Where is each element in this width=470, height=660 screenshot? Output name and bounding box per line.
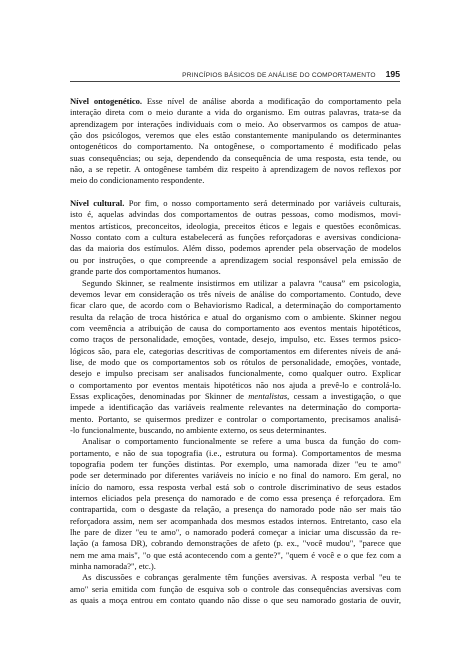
text-line: Essas explicações, denominadas por Skinner de mentalistas, cessam a investigação, o que — [70, 390, 401, 401]
text-line: não, a se repetir. A ontogênese também diz respeito à aprendizagem de novos reflexos por — [70, 164, 401, 175]
text-line: lação (a famosa DR), cobrando demonstrações de afeto (p. ex., "você mudou", "parece que — [70, 538, 401, 549]
body-text — [70, 96, 401, 606]
text-line: o comportamento por eventos mentais hipotéticos não nos ajuda a prevê-lo e controlá-lo. — [70, 379, 401, 390]
text-line: as quais a moça entrou em contato quando não disse o que seu namorado gostaria de ouvir, — [70, 595, 401, 606]
text-line: grande parte dos comportamentos humanos. — [70, 266, 221, 277]
text-line: mentos artísticos, preconceitos, ideologia, preceitos éticos e legais e questões econômicas. — [70, 220, 401, 231]
paragraph-skinner — [70, 278, 401, 437]
text-line: topografia podem ter funções distintas. Por exemplo, uma namorada dizer "eu te amo" — [70, 459, 401, 469]
text-line: ontogenéticos do comportamento. Na ontogênese, o comportamento é modificado pelas — [70, 141, 401, 152]
header-rule — [70, 81, 400, 82]
paragraph-functional-analysis — [70, 436, 401, 572]
text-line: contrapartida, com o desgaste da relação, a presença do namorado pode não ser mais tão — [70, 504, 401, 515]
term-cultural: Nível cultural. — [70, 198, 125, 209]
paragraph-gap — [70, 187, 401, 198]
text-line: As discussões e cobranças geralmente têm funções aversivas. A resposta verbal "eu te — [82, 572, 401, 583]
text-line: ção dos psicólogos, veremos que eles estão constantemente manipulando os determinantes — [70, 130, 401, 141]
text-line: mento. Portanto, se quisermos predizer e controlar o comportamento, precisamos analisá- — [70, 413, 401, 424]
text-line: Nosso contato com a cultura estabelecerá as funções reforçadoras e aversivas condiciona- — [70, 232, 401, 243]
paragraph-cultural — [70, 198, 401, 277]
paragraph-aversive — [70, 572, 401, 606]
running-head: PRINCÍPIOS BÁSICOS DE ANÁLISE DO COMPORTAMENTO — [182, 72, 376, 79]
text-line: -lo funcionalmente, buscando, no ambiente externo, os seus determinantes. — [70, 424, 327, 435]
text-line: Segundo Skinner, se realmente insistirmos em utilizar a palavra “causa” em psicologia, — [82, 277, 401, 288]
text-line: início do namoro, essa resposta verbal está sob o controle discriminativo de seus estados — [70, 481, 401, 492]
text-line: ficar claro que, de acordo com o Behaviorismo Radical, a determinação do comportamento — [70, 300, 401, 311]
text-line: aprendizagem por interações individuais com o meio. Ao observarmos os campos de atua- — [70, 118, 401, 129]
text-line: lhe pare de dizer "eu te amo", o namorado poderá começar a iniciar uma discussão da re- — [70, 527, 401, 538]
term-mentalistas: mentalistas — [248, 390, 288, 401]
text-line: com veemência a atribuição de causa do comportamento aos eventos mentais hipotéticos, — [70, 322, 401, 333]
text-line: Analisar o comportamento funcionalmente se refere a uma busca da função do com- — [82, 436, 401, 447]
text-line: isto é, aquelas advindas dos comportamentos de outras pessoas, como modismos, movi- — [70, 209, 401, 220]
text-line: impede a identificação das variáveis realmente relevantes na determinação do comporta- — [70, 402, 401, 413]
text-line: internos eliciados pela presença do namorado e de como essa presença é reforçadora. Em — [70, 493, 401, 504]
text-line: suas consequências; ou seja, dependendo da consequência de uma resposta, esta tende, ou — [70, 152, 401, 163]
text-line: reforçadora assim, nem ser acompanhada dos mesmos estados internos. Entretanto, caso ela — [70, 515, 401, 526]
text-line: pode ser determinado por diferentes variáveis no início e no final do namoro. Em geral, no — [70, 470, 401, 481]
term-ontogenetic: Nível ontogenético. — [70, 96, 143, 106]
text-line: Nível ontogenético. Esse nível de análise aborda a modificação do comportamento pela — [70, 96, 401, 106]
text-line: interação direta com o meio durante a vida do organismo. Em outras palavras, trata-se da — [70, 107, 401, 118]
text-line: como traços de personalidade, emoções, vontade, desejo, impulso, etc. Esses termos psico- — [70, 334, 401, 345]
text-line: ou por instruções, o que compreende a aprendizagem social responsável pela emissão de — [70, 254, 401, 265]
text-line: nem me ama mais", "o que está acontecendo com a gente?", "quem é você e o que fez com a — [70, 549, 401, 560]
text-line: amo" seria emitida com função de esquiva sob o controle das consequências aversivas com — [70, 583, 401, 594]
text-line: lise, de modo que os comportamentos sob os rótulos de personalidade, emoções, vontade, — [70, 356, 401, 367]
text-line: desejo e impulso precisam ser analisados funcionalmente, como qualquer outro. Explicar — [70, 368, 401, 379]
text-line: Nível cultural. Por fim, o nosso comportamento será determinado por variáveis culturais, — [70, 198, 401, 209]
text-line: devemos levar em consideração os três níveis de análise do comportamento. Contudo, deve — [70, 288, 401, 299]
text-line: portamento, e não de sua topografia (i.e., estrutura ou forma). Comportamentos de mesma — [70, 447, 401, 458]
text-line: lógicos são, para ele, categorias descritivas de comportamentos em diferentes níveis de aná- — [70, 345, 401, 356]
page-number: 195 — [385, 69, 400, 79]
text-line: minha namorada?", etc.). — [70, 561, 156, 572]
text-line: das da maioria dos estímulos. Além disso, podemos aprender pela observação de modelos — [70, 243, 401, 254]
text-line: resulta da relação de troca histórica e atual do organismo com o ambiente. Skinner negou — [70, 311, 401, 322]
page-header — [182, 69, 400, 79]
text-line: meio do condicionamento respondente. — [70, 175, 205, 186]
paragraph-ontogenetic — [70, 96, 401, 187]
